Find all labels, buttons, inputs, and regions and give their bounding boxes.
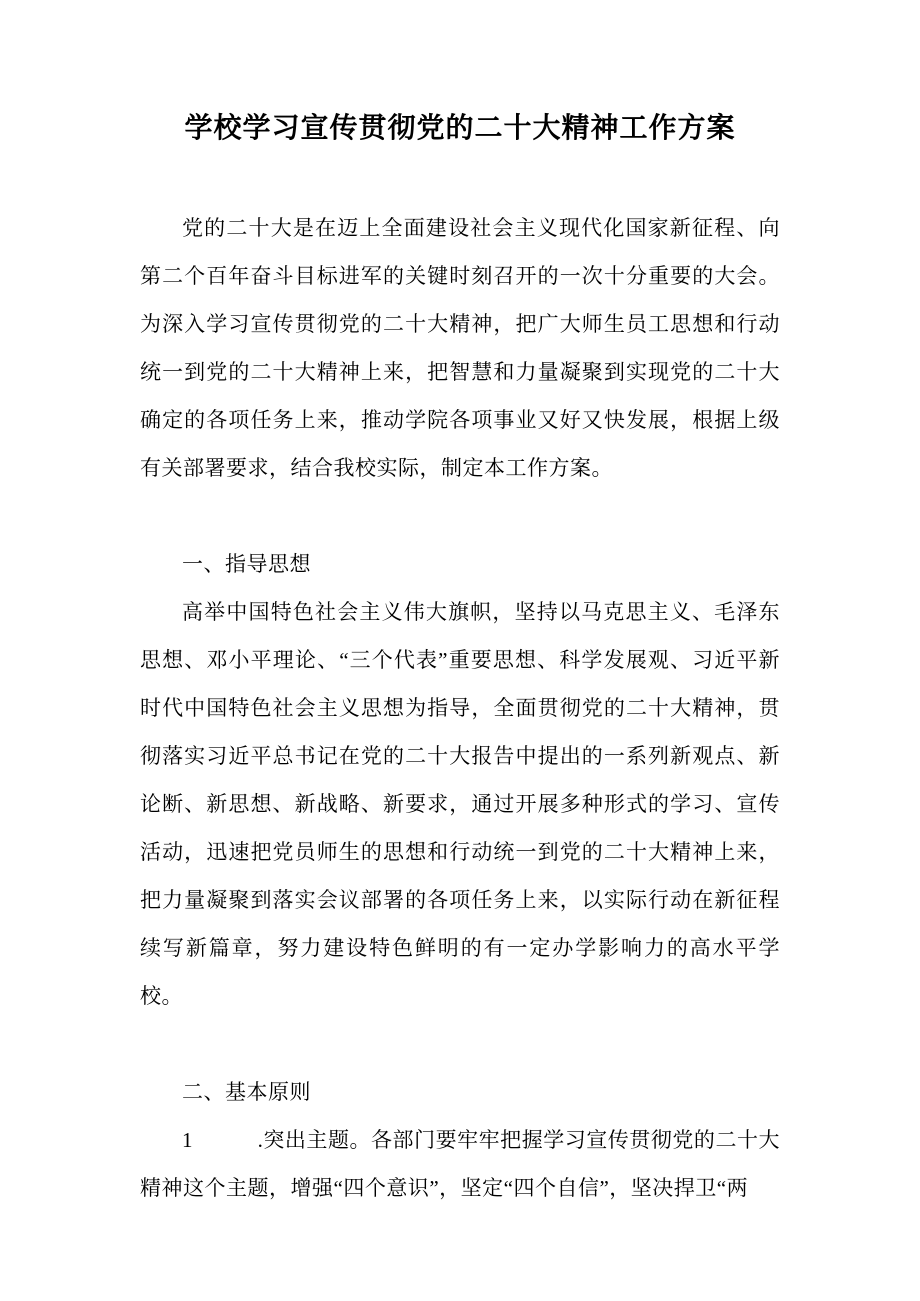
document-title: 学校学习宣传贯彻党的二十大精神工作方案 (184, 112, 736, 143)
section-2-heading: 二、基本原则 (182, 1080, 311, 1104)
section-1-heading: 一、指导思想 (182, 552, 311, 576)
section-1-body: 高举中国特色社会主义伟大旗帜，坚持以马克思主义、毛泽东思想、邓小平理论、“三个代表”重要思想、科学发展观、习近平新时代中国特色社会主义思想为指导，全面贯彻党的二十大精神，贯彻落实习近平总书记在党的二十大报告中提出的一系列新观点、新论断、新思想、新战略、新要求，通过开展多种形式的学习、宣传活动，迅速把党员师生的思想和行动统一到党的二十大精神上来，把力量凝聚到落实会议部署的各项任务上来，以实际行动在新征程续写新篇章，努力建设特色鲜明的有一定办学影响力的高水平学校。 (140, 600, 780, 1008)
section-2-body: 1 .突出主题。各部门要牢牢把握学习宣传贯彻党的二十大精神这个主题，增强“四个意识”，坚定“四个自信”，坚决捍卫“两 (140, 1128, 780, 1200)
intro-paragraph: 党的二十大是在迈上全面建设社会主义现代化国家新征程、向第二个百年奋斗目标进军的关键时刻召开的一次十分重要的大会。为深入学习宣传贯彻党的二十大精神，把广大师生员工思想和行动统一到党的二十大精神上来，把智慧和力量凝聚到实现党的二十大确定的各项任务上来，推动学院各项事业又好又快发展，根据上级有关部署要求，结合我校实际，制定本工作方案。 (140, 216, 780, 480)
